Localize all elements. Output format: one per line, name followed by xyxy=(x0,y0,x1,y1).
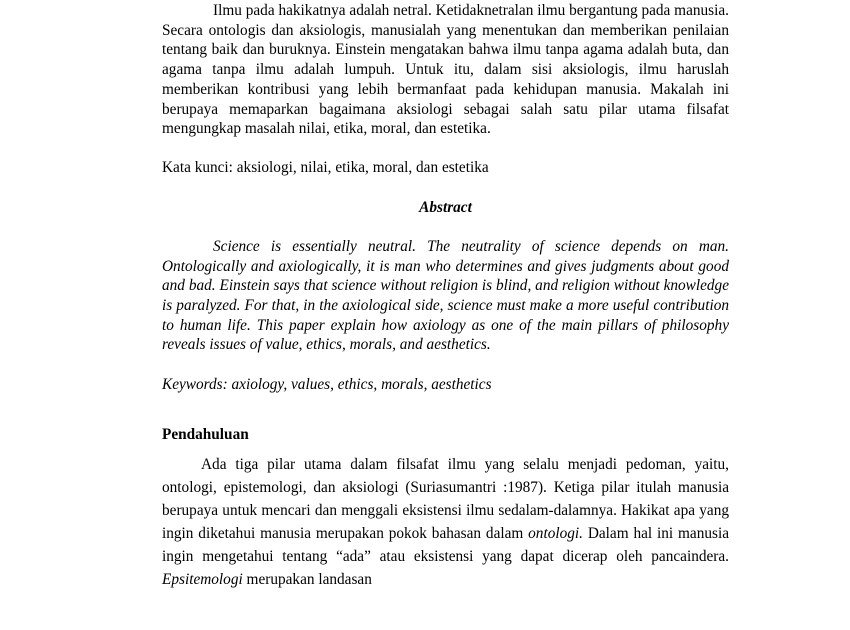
abstract-paragraph: Science is essentially neutral. The neutrality of science depends on man. Ontologically and axiologically, it is man who determines and gives judgments about good and bad. Einstein says that science without religion is blind, and religion without knowledge is paralyzed. For that, in the axiological side, science must make a more useful contribution to human life. This paper explain how axiology as one of the main pillars of philosophy reveals issues of value, ethics, morals, and aesthetics. xyxy=(162,237,729,354)
term-ontologi: ontologi. xyxy=(528,524,583,542)
pendahuluan-text-2: Dalam hal ini manusia ingin mengetahui tentang “ada” atau eksistensi yang dapat dicerap oleh pancaindera. xyxy=(162,524,729,565)
paper-page xyxy=(162,0,729,591)
abstrak-paragraph: Ilmu pada hakikatnya adalah netral. Ketidaknetralan ilmu bergantung pada manusia. Secara ontologis dan aksiologis, manusialah yang menentukan dan memberikan penilaian tentang baik dan buruknya. Einstein mengatakan bahwa ilmu tanpa agama adalah buta, dan agama tanpa ilmu adalah lumpuh. Untuk itu, dalam sisi aksiologis, ilmu haruslah memberikan kontribusi yang lebih bermanfaat pada kehidupan manusia. Makalah ini berupaya memaparkan bagaimana aksiologi sebagai salah satu pilar utama filsafat mengungkap masalah nilai, etika, moral, dan estetika. xyxy=(162,2,729,138)
keywords: Keywords: axiology, values, ethics, morals, aesthetics xyxy=(162,375,492,393)
section-title-pendahuluan: Pendahuluan xyxy=(162,426,249,444)
kata-kunci: Kata kunci: aksiologi, nilai, etika, moral, dan estetika xyxy=(162,158,489,176)
abstract-title: Abstract xyxy=(419,198,472,216)
term-epistemologi: Epsitemologi xyxy=(162,570,243,588)
pendahuluan-text-3: merupakan landasan xyxy=(242,570,372,588)
pendahuluan-text-1: Ada tiga pilar utama dalam filsafat ilmu yang selalu menjadi pedoman, yaitu, ontologi, epistemologi, dan aksiologi (Suriasumantri :1987). Ketiga pilar itulah manusia berupaya untuk mencari dan menggali eksistensi ilmu sedalam-dalamnya. Hakikat apa yang ingin diketahui manusia merupakan pokok bahasan dalam xyxy=(162,455,729,542)
pendahuluan-paragraph xyxy=(162,453,729,591)
